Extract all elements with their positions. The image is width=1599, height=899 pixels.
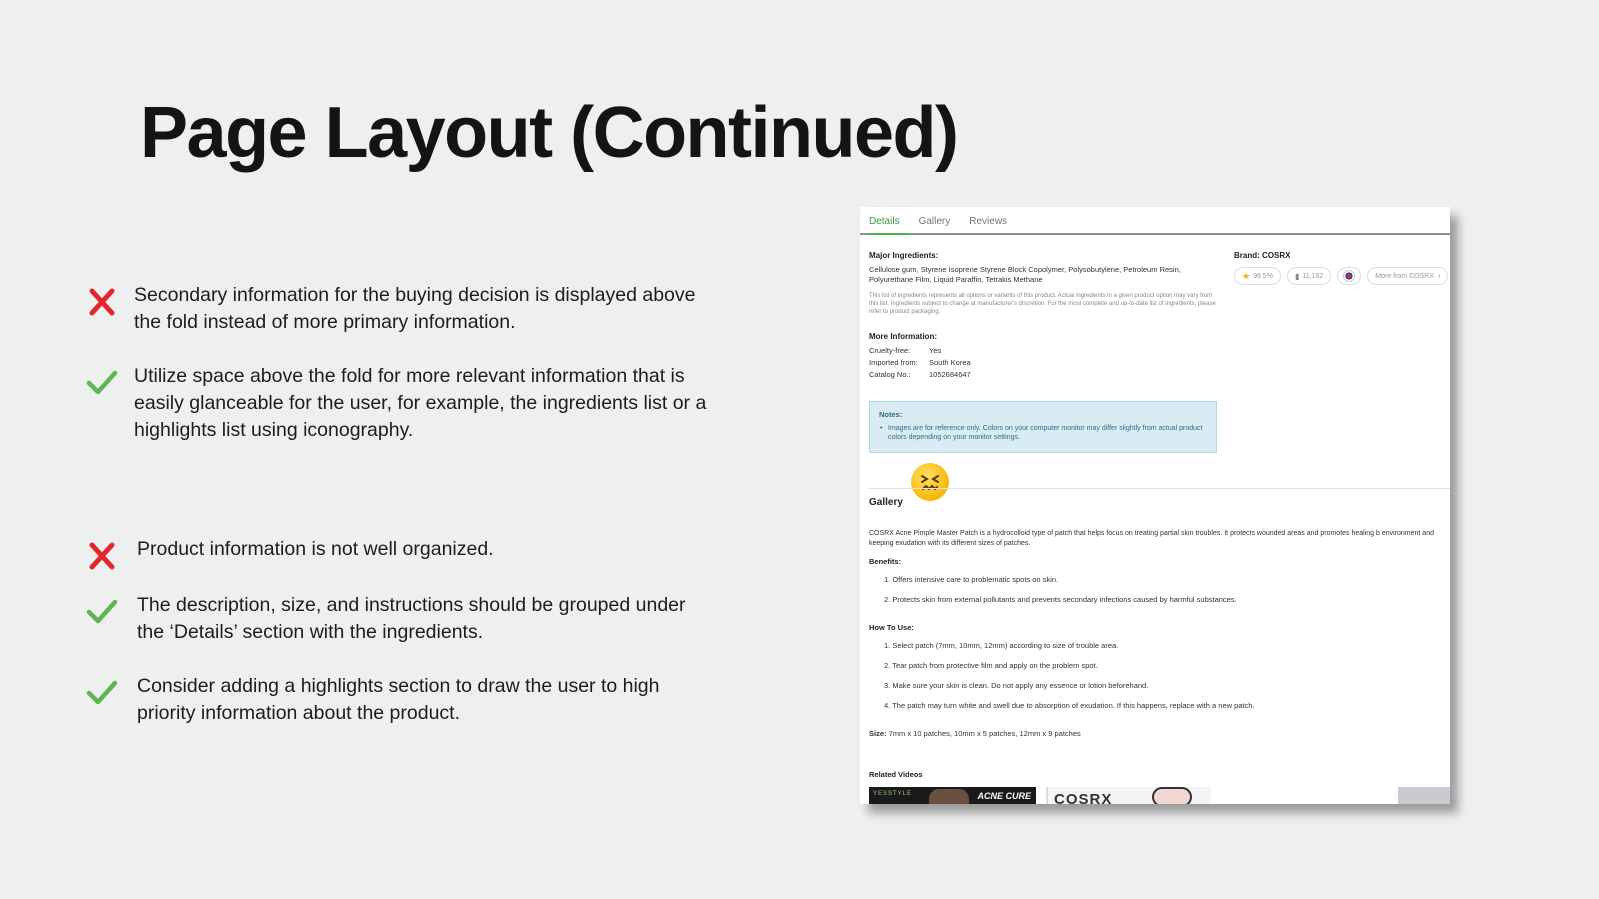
video-thumbnail[interactable]: COSRX (1046, 787, 1211, 804)
cross-icon (82, 282, 122, 322)
gallery-heading: Gallery (869, 497, 903, 508)
rating-chip: ★ 96.5% (1234, 267, 1281, 285)
country-flag-chip (1337, 267, 1361, 285)
major-ingredients-heading: Major Ingredients: (869, 251, 939, 260)
details-tab-bar (860, 207, 1450, 235)
benefit-item: 2. Protects skin from external pollutants and prevents secondary infections caused by harmful substances. (884, 595, 1237, 604)
tab-details[interactable]: Details (869, 216, 909, 235)
cross-icon (82, 536, 122, 576)
confounded-face-icon (911, 463, 949, 501)
how-to-step: 3. Make sure your skin is clean. Do not apply any essence or lotion beforehand. (884, 681, 1149, 690)
tab-reviews[interactable]: Reviews (969, 216, 1008, 227)
point-cross-1 (82, 282, 714, 336)
brand-label[interactable]: Brand: COSRX (1234, 251, 1291, 260)
point-cross-2 (82, 536, 717, 576)
point-text: Consider adding a highlights section to draw the user to high priority information about the product. (137, 675, 660, 724)
video-thumbnail[interactable] (1398, 787, 1450, 804)
more-from-brand-button[interactable]: More from COSRX › (1367, 267, 1448, 285)
video-thumbnail[interactable]: YESSTYLE ACNE CURE (869, 787, 1036, 804)
check-icon (82, 363, 122, 403)
chevron-right-icon: › (1437, 272, 1441, 280)
ingredients-disclaimer: This list of ingredients represents all options or variants of this product. Actual ingredients in a given product option may vary from this list. Ingredients subject to change at manufacturer's discretion. For the most complete and up-to-date list of ingredients, please refer to product packaging. (869, 293, 1216, 315)
notes-text: • Images are for reference only. Colors on your computer monitor may differ slightly from actual product colors depending on your monitor settings. (888, 424, 1208, 442)
section-divider (869, 488, 1450, 489)
point-check-1 (82, 363, 714, 444)
brand-chips (1234, 267, 1448, 285)
more-information-list (869, 345, 971, 381)
point-text: Secondary information for the buying decision is displayed above the fold instead of more primary information. (134, 284, 696, 333)
how-to-step: 2. Tear patch from protective film and apply on the problem spot. (884, 661, 1098, 670)
how-to-step: 1. Select patch (7mm, 10mm, 12mm) according to size of trouble area. (884, 641, 1119, 650)
info-row: Catalog No.: 1052684647 (869, 370, 971, 379)
korea-flag-icon (1343, 270, 1355, 282)
point-check-2 (82, 592, 707, 646)
point-text: The description, size, and instructions should be grouped under the ‘Details’ section with the ingredients. (137, 594, 686, 643)
tab-gallery[interactable]: Gallery (918, 216, 951, 227)
check-icon (82, 673, 122, 713)
point-text: Product information is not well organized. (137, 538, 494, 560)
benefits-heading: Benefits: (869, 557, 902, 566)
point-check-3 (82, 673, 707, 727)
star-icon: ★ (1242, 270, 1251, 281)
size-line: Size: 7mm x 10 patches, 10mm x 5 patches, 12mm x 9 patches (869, 729, 1081, 738)
saves-chip[interactable]: ▮ 11,162 (1287, 267, 1331, 285)
notes-box (869, 401, 1217, 453)
major-ingredients-text: Cellulose gum, Styrene Isoprene Styrene Block Copolymer, Polysobutylene, Petroleum Resin, Polyurethane Film, Liquid Paraffin, Tetrakis Methane (869, 265, 1181, 284)
info-row: Imported from: South Korea (869, 358, 971, 367)
bookmark-icon: ▮ (1294, 271, 1300, 281)
point-text: Utilize space above the fold for more relevant information that is easily glanceable for the user, for example, the ingredients list or a highlights list using iconography. (134, 365, 707, 441)
related-videos-heading: Related Videos (869, 770, 923, 779)
how-to-use-heading: How To Use: (869, 623, 914, 632)
slide-title: Page Layout (Continued) (140, 93, 958, 173)
product-description: COSRX Acne Pimple Master Patch is a hydrocolloid type of patch that helps focus on treating partial skin troubles. It protects wounded areas and promotes healing b environment and keeping exudation with its different sizes of patches. (869, 530, 1434, 547)
check-icon (82, 592, 122, 632)
notes-heading: Notes: (879, 410, 903, 419)
product-details-screenshot (860, 207, 1450, 804)
info-row: Cruelty-free: Yes (869, 346, 942, 355)
how-to-step: 4. The patch may turn white and swell due to absorption of exudation. If this happens, replace with a new patch. (884, 701, 1255, 710)
benefit-item: 1. Offers intensive care to problematic spots on skin. (884, 575, 1059, 584)
more-information-heading: More Information: (869, 332, 937, 341)
